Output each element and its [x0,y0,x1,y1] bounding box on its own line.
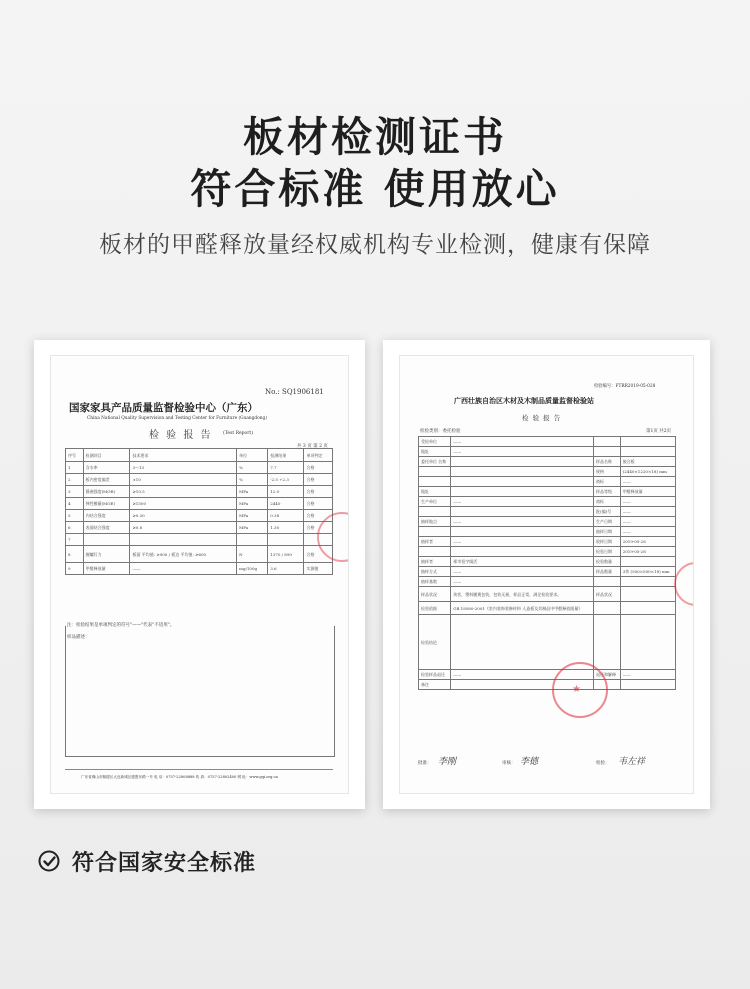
table-cell: MPa [237,486,268,498]
table-cell: —— [451,517,594,527]
table-cell: —— [451,447,594,457]
table-cell: —— [620,517,675,527]
table-cell: 实测值 [304,563,333,575]
table-cell: (2440×1220×18) mm [620,467,675,477]
table-cell [451,547,594,557]
table-cell: 地址 [419,487,451,497]
table-cell [620,447,675,457]
table-cell: 静曲强度(MOR) [83,486,130,498]
table-cell: 样品等级 [594,487,621,497]
page-subtitle-slogan: 符合标准 使用放心 [190,165,560,213]
table-cell: 弹性模量(MOE) [83,498,130,510]
report-number: 检验编号：FTRR2019-05-028 [594,384,656,389]
table-cell: 检验依据 [419,602,451,615]
table-cell: MPa [237,522,268,534]
table-note: 注：检验结果是单项判定的符号"——"代表"不适用"。 [67,623,175,628]
table-row [66,522,333,534]
table-row [419,557,676,567]
table-cell: 规格 [594,467,621,477]
table-row [419,547,676,557]
organization-name: 国家家具产品质量监督检验中心（广东） [69,402,258,414]
footer-claim: 符合国家安全标准 [72,851,257,876]
notes-box [65,626,335,757]
table-cell: 生产单位 [419,497,451,507]
table-cell [594,602,621,615]
certificate-frame-1 [34,340,365,809]
table-cell: 握螺钉力 [83,546,130,563]
table-cell: 抽样者 [419,537,451,547]
table-cell: —— [620,670,675,680]
table-row [419,602,676,615]
table-cell: 2019-05-28 [620,547,675,557]
table-row [419,670,676,680]
table-cell: % [237,462,268,474]
table-cell: 合格 [304,510,333,522]
lab-address: 广东省佛山市顺德区大良新城区德胜东路一号 电 话：0757-22808888 传 真：0757-22802400 网 址：www.gqi.org.cn [81,775,278,779]
page-title: 板材检测证书 [243,113,507,161]
table-cell: -2.5 +2.3 [268,474,304,486]
table-cell: 2 [66,474,84,486]
signature-inspect: 韦左祥 [618,757,646,767]
table-cell [451,487,594,497]
table-cell: —— [130,563,237,575]
table-cell [83,534,130,546]
table-row [419,527,676,537]
table-cell: 含水率 [83,462,130,474]
table-cell: ≥10.5 [130,486,237,498]
page-indicator: 共 3 页 第 2 页 [297,444,328,449]
table-cell: 块状，塑料膜裹包装，包装无损，样品正常，满足检验要求。 [451,587,594,602]
table-row [66,510,333,522]
check-circle-icon [38,850,60,872]
table-row [66,486,333,498]
table-cell: 甲醛释放量 [620,487,675,497]
signature-approve: 李刚 [438,757,457,767]
signature-review: 李德 [520,757,539,767]
table-cell [268,534,304,546]
table-cell [594,447,621,457]
certificate-paper-1 [50,355,349,794]
table-cell: 5 [66,510,84,522]
table-cell: 2019-05-28 [620,537,675,547]
table-cell: 受检单位 [419,437,451,447]
col-header: 单位 [237,449,268,462]
table-cell: —— [451,537,594,547]
table-cell: 3.6 [268,563,304,575]
table-row [419,437,676,447]
table-cell: 内结合强度 [83,510,130,522]
table-cell: 地址 [419,447,451,457]
red-seal-stamp-edge [674,562,694,606]
table-cell: 4 [66,498,84,510]
table-cell: ≥0.8 [130,522,237,534]
table-cell: —— [620,497,675,507]
table-cell: —— [620,507,675,517]
table-cell [451,527,594,537]
table-cell [237,534,268,546]
table-cell [620,577,675,587]
table-cell: 胶合板 [620,457,675,467]
table-cell: 抽样者 [419,557,451,567]
table-cell: 1370 / 890 [268,546,304,563]
table-cell [620,680,675,690]
page-indicator: 第1页 共2页 [646,429,672,434]
table-cell: 12.0 [268,486,304,498]
table-cell: 委托单位 名称 [419,457,451,467]
organization-name: 广西壮族自治区木材及木制品质量监督检验站 [454,396,594,405]
table-cell: MPa [237,510,268,522]
table-row [419,577,676,587]
table-row [419,537,676,547]
table-cell: 6 [66,522,84,534]
table-cell: 1 [66,462,84,474]
col-header: 检测结果 [268,449,304,462]
table-cell [620,602,675,615]
table-cell [130,534,237,546]
table-row [419,680,676,690]
table-cell: ≥0.30 [130,510,237,522]
table-cell: 样品数量 [594,567,621,577]
table-cell: 退还和解释 [594,670,621,680]
table-cell: MPa [237,498,268,510]
table-cell: N [237,546,268,563]
table-cell: 3～13 [130,462,237,474]
table-row [419,477,676,487]
table-cell [620,615,675,670]
table-cell: 邢市恒宇阁活 [451,557,594,567]
table-cell: 表面结合强度 [83,522,130,534]
table-cell: 收样日期 [594,537,621,547]
table-cell: 抽样方式 [419,567,451,577]
table-cell [451,467,594,477]
table-cell [451,615,594,670]
table-cell [620,557,675,567]
table-cell: 商标 [594,497,621,507]
table-row [419,467,676,477]
table-row [66,462,333,474]
test-result-table [65,448,333,575]
table-row [419,447,676,457]
table-cell: 检验数量 [594,557,621,567]
table-cell: 3块 (500×500×18) mm [620,567,675,577]
certificate-frame-2 [383,340,710,809]
table-row [419,615,676,670]
table-cell: 抽样日期 [594,527,621,537]
table-cell: 合格 [304,474,333,486]
table-row [66,498,333,510]
inspection-info-table [418,436,676,690]
table-cell [620,437,675,447]
table-cell: % [237,474,268,486]
table-row [66,534,333,546]
report-number: No.: SQ1906181 [265,388,324,396]
table-cell [419,547,451,557]
table-cell: 样品状况 [594,587,621,602]
table-cell [451,507,594,517]
table-cell: 2440 [268,498,304,510]
table-cell: —— [451,497,594,507]
table-row [419,517,676,527]
table-cell: ±10 [130,474,237,486]
table-cell [594,615,621,670]
table-cell: —— [451,670,594,680]
table-row [66,563,333,575]
table-cell: 1.30 [268,522,304,534]
table-cell [451,477,594,487]
table-cell: 7.7 [268,462,304,474]
table-cell [419,467,451,477]
table-cell: 生产日期 [594,517,621,527]
table-cell [419,477,451,487]
report-title: 检 验 报 告 [522,414,562,422]
table-cell: 0.38 [268,510,304,522]
table-cell: 3 [66,486,84,498]
table-cell: —— [451,567,594,577]
table-cell: 板面 平均值: ≥900 / 板边 平均值: ≥600 [130,546,237,563]
table-cell: 板内密度偏差 [83,474,130,486]
approve-label: 批准： [418,761,432,766]
table-row [66,546,333,563]
table-row [419,457,676,467]
table-cell: 商标 [594,477,621,487]
table-cell: 8 [66,546,84,563]
table-cell: 抽样基数 [419,577,451,587]
table-row [66,474,333,486]
col-header: 单项判定 [304,449,333,462]
table-cell: 样品名称 [594,457,621,467]
organization-name-en: China National Quality Supervision and Testing Center for Furniture (Guangdong) [87,416,267,421]
table-cell: ≥1500 [130,498,237,510]
sample-description: 样品描述： [67,635,90,640]
table-cell: —— [620,477,675,487]
table-cell: 检验日期 [594,547,621,557]
table-cell: 合格 [304,522,333,534]
table-cell [620,587,675,602]
table-header-row [66,449,333,462]
table-cell: 批(编)号 [594,507,621,517]
col-header: 序号 [66,449,84,462]
col-header: 技术要求 [130,449,237,462]
table-cell: 合格 [304,462,333,474]
footer-divider [65,769,333,770]
table-row [419,487,676,497]
table-row [419,567,676,577]
table-cell [419,527,451,537]
table-row [419,587,676,602]
review-label: 审核： [502,761,516,766]
report-title: 检 验 报 告 [149,430,213,441]
table-cell: 检验样品退还 [419,670,451,680]
table-cell: 抽样地点 [419,517,451,527]
star-icon: ★ [572,684,581,695]
table-cell: —— [451,437,594,447]
col-header: 检测项目 [83,449,130,462]
table-cell: 9 [66,563,84,575]
table-cell: GB 18580-2001《室内装饰装修材料 人造板及其制品中甲醛释放限量》 [451,602,594,615]
table-cell: —— [451,577,594,587]
table-cell [594,437,621,447]
table-cell: 甲醛释放量 [83,563,130,575]
table-cell: —— [620,527,675,537]
inspection-type: 检验类别：委托检验 [420,429,461,434]
table-cell: mg/100g [237,563,268,575]
page-description: 板材的甲醛释放量经权威机构专业检测，健康有保障 [99,232,651,258]
certificate-paper-2 [399,355,694,794]
table-cell [451,457,594,467]
table-cell [594,577,621,587]
table-cell: 样品状况 [419,587,451,602]
table-cell: 7 [66,534,84,546]
table-cell: 检验结论 [419,615,451,670]
table-row [419,507,676,517]
table-cell: 合格 [304,498,333,510]
table-cell: 合格 [304,486,333,498]
table-row [419,497,676,507]
table-cell: 合格 [304,546,333,563]
table-cell: 备注 [419,680,451,690]
table-cell [419,507,451,517]
inspect-label: 检验： [596,761,610,766]
report-title-en: (Test Report) [223,431,253,436]
